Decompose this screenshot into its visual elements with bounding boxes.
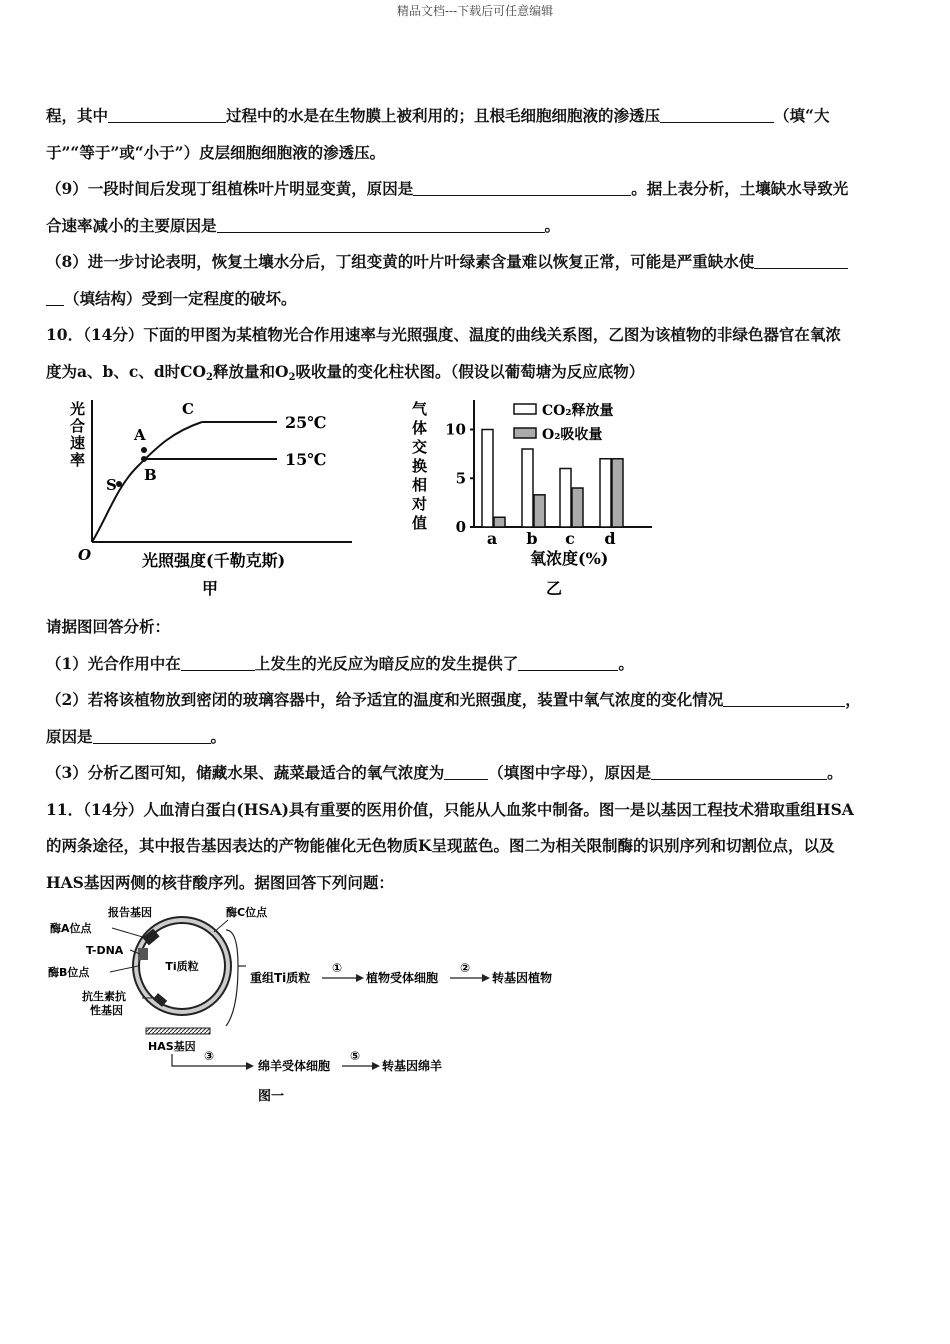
yi-bars <box>482 430 623 528</box>
category-label-d: d <box>604 529 616 548</box>
recombinant-label: 重组Ti质粒 <box>250 971 311 985</box>
text-line: 原因是 。 <box>46 719 908 756</box>
answer-blank[interactable] <box>518 650 618 671</box>
figure-one-caption: 图一 <box>258 1089 285 1104</box>
yi-tick-label: 10 <box>445 420 466 439</box>
answer-blank[interactable] <box>413 175 631 196</box>
question-10-stem: 10．（14分）下面的甲图为某植物光合作用速率与光照强度、温度的曲线关系图，乙图为该植物的非绿色器官在氧浓 <box>46 325 841 344</box>
point-s <box>116 481 122 487</box>
figure-row <box>62 392 702 606</box>
site-a-label: 酶A位点 <box>50 922 92 935</box>
transgenic-plant-label: 转基因植物 <box>492 971 553 985</box>
yi-y-label-char: 值 <box>412 514 428 532</box>
has-gene-bar <box>146 1028 210 1034</box>
text-line: 请据图回答分析： <box>46 617 171 636</box>
category-label-b: b <box>526 529 538 548</box>
yi-y-label <box>411 400 428 532</box>
point-b <box>141 456 147 462</box>
label-c: C <box>182 400 194 418</box>
bar-o2-c <box>572 488 583 527</box>
has-gene-label: HAS基因 <box>148 1040 196 1053</box>
jia-y-label-1: 光合速率 <box>70 400 86 469</box>
text-line: 合速率减小的主要原因是 。 <box>46 208 908 245</box>
step-2: ② <box>460 961 471 975</box>
label-25c: 25℃ <box>285 413 327 432</box>
text-line: 于”“等于”或“小于”）皮层细胞细胞液的渗透压。 <box>46 142 386 162</box>
answer-blank[interactable] <box>723 686 845 707</box>
answer-blank[interactable] <box>108 102 226 123</box>
legend-o2-swatch <box>514 428 536 438</box>
pointer-line <box>112 928 146 938</box>
text-line: （填结构）受到一定程度的破坏。 <box>46 281 908 318</box>
label-a: A <box>134 426 146 444</box>
bar-o2-a <box>494 517 505 527</box>
yi-y-label-char: 相 <box>412 476 428 494</box>
label-s: S <box>106 476 117 494</box>
text-line: HAS基因两侧的核苷酸序列。据图回答下列问题： <box>46 872 394 892</box>
site-b-label: 酶B位点 <box>48 966 90 979</box>
yi-y-label-char: 换 <box>412 457 428 475</box>
answer-blank[interactable] <box>444 759 488 780</box>
answer-blank[interactable] <box>660 102 774 123</box>
yi-x-label: 氧浓度(%) <box>530 549 609 568</box>
transgenic-sheep-label: 转基因绵羊 <box>382 1059 443 1073</box>
report-gene-label: 报告基因 <box>108 906 152 919</box>
arrowhead <box>356 974 364 982</box>
answer-blank[interactable] <box>93 723 211 744</box>
answer-blank[interactable] <box>651 759 827 780</box>
text-line: （1）光合作用中在 上发生的光反应为暗反应的发生提供了 。 <box>46 646 908 683</box>
tdna-label: T-DNA <box>86 944 124 957</box>
point-a <box>141 447 147 453</box>
label-b: B <box>144 466 157 484</box>
question-11-stem: 11．（14分）人血清白蛋白(HSA)具有重要的医用价值，只能从人血浆中制备。图一是以基因工程技术猎取重组HSA <box>46 799 854 819</box>
answer-blank[interactable] <box>217 212 545 233</box>
step-5: ⑤ <box>350 1049 361 1063</box>
step-1: ① <box>332 961 343 975</box>
answer-blank[interactable] <box>181 650 255 671</box>
text-line: 的两条途径，其中报告基因表达的产物能催化无色物质K呈现蓝色。图二为相关限制酶的识别序列和切割位点，以及 <box>46 836 835 855</box>
jia-x-label: 光照强度(千勒克斯) <box>142 551 286 570</box>
yi-tick-label: 5 <box>455 469 466 488</box>
answer-blank[interactable] <box>754 248 848 269</box>
page-header: 精品文档---下载后可任意编辑 <box>396 4 554 18</box>
arrowhead <box>482 974 490 982</box>
legend-co2-label: CO₂释放量 <box>542 403 614 419</box>
category-label-c: c <box>565 529 575 548</box>
plant-cell-label: 植物受体细胞 <box>366 971 439 985</box>
origin-label: O <box>78 546 92 564</box>
legend-o2-label: O₂吸收量 <box>542 427 603 443</box>
yi-tick-label: 0 <box>455 518 466 536</box>
yi-ticks <box>445 421 474 537</box>
pointer-line <box>214 920 228 932</box>
figure-jia <box>70 400 352 598</box>
figure-one-svg <box>46 900 606 1110</box>
text-line: （8）进一步讨论表明，恢复土壤水分后，丁组变黄的叶片叶绿素含量难以恢复正常，可能是严重缺水使 <box>46 244 908 281</box>
text-line: （9）一段时间后发现丁组植株叶片明显变黄，原因是 。据上表分析，土壤缺水导致光 <box>46 171 908 208</box>
yi-y-label-char: 体 <box>412 419 428 437</box>
text-line: （2）若将该植物放到密闭的玻璃容器中，给予适宜的温度和光照强度，装置中氧气浓度的变化情况 ， <box>46 682 908 719</box>
arrowhead <box>372 1062 380 1070</box>
text-line: 程，其中 过程中的水是在生物膜上被利用的；且根毛细胞细胞液的渗透压 （填“大 <box>46 98 908 135</box>
antibiotic-label-2: 性基因 <box>90 1004 123 1017</box>
site-c-label: 酶C位点 <box>226 906 268 919</box>
sheep-cell-label: 绵羊受体细胞 <box>258 1059 331 1073</box>
legend-co2-swatch <box>514 404 536 414</box>
yi-categories <box>487 529 616 548</box>
bar-co2-a <box>482 430 493 528</box>
label-15c: 15℃ <box>285 450 327 469</box>
yi-caption: 乙 <box>546 579 563 598</box>
yi-y-label-char: 对 <box>412 495 428 513</box>
bar-co2-c <box>560 469 571 528</box>
text-line: 度为a、b、c、d时$CO_2$释放量和$O_2$吸收量的变化柱状图。（假设以葡萄塘为反应底物） <box>46 361 645 383</box>
antibiotic-label: 抗生素抗 <box>82 990 126 1003</box>
bar-o2-b <box>534 495 545 527</box>
step-3: ③ <box>204 1049 215 1063</box>
answer-blank[interactable] <box>46 285 64 306</box>
text-line: （3）分析乙图可知，储藏水果、蔬菜最适合的氧气浓度为 （填图中字母），原因是 。 <box>46 755 908 792</box>
bar-o2-d <box>612 459 623 527</box>
ti-plasmid-label: Ti质粒 <box>165 960 199 973</box>
figure-yi-chart <box>411 400 652 598</box>
yi-y-label-char: 气 <box>412 400 428 418</box>
yi-y-label-char: 交 <box>412 438 428 456</box>
category-label-a: a <box>486 529 498 548</box>
bar-co2-b <box>522 449 533 527</box>
figure-one <box>46 900 606 1114</box>
bar-co2-d <box>600 459 611 527</box>
figure-jia-yi <box>62 392 702 602</box>
jia-caption: 甲 <box>202 579 219 598</box>
arrowhead <box>246 1062 254 1070</box>
